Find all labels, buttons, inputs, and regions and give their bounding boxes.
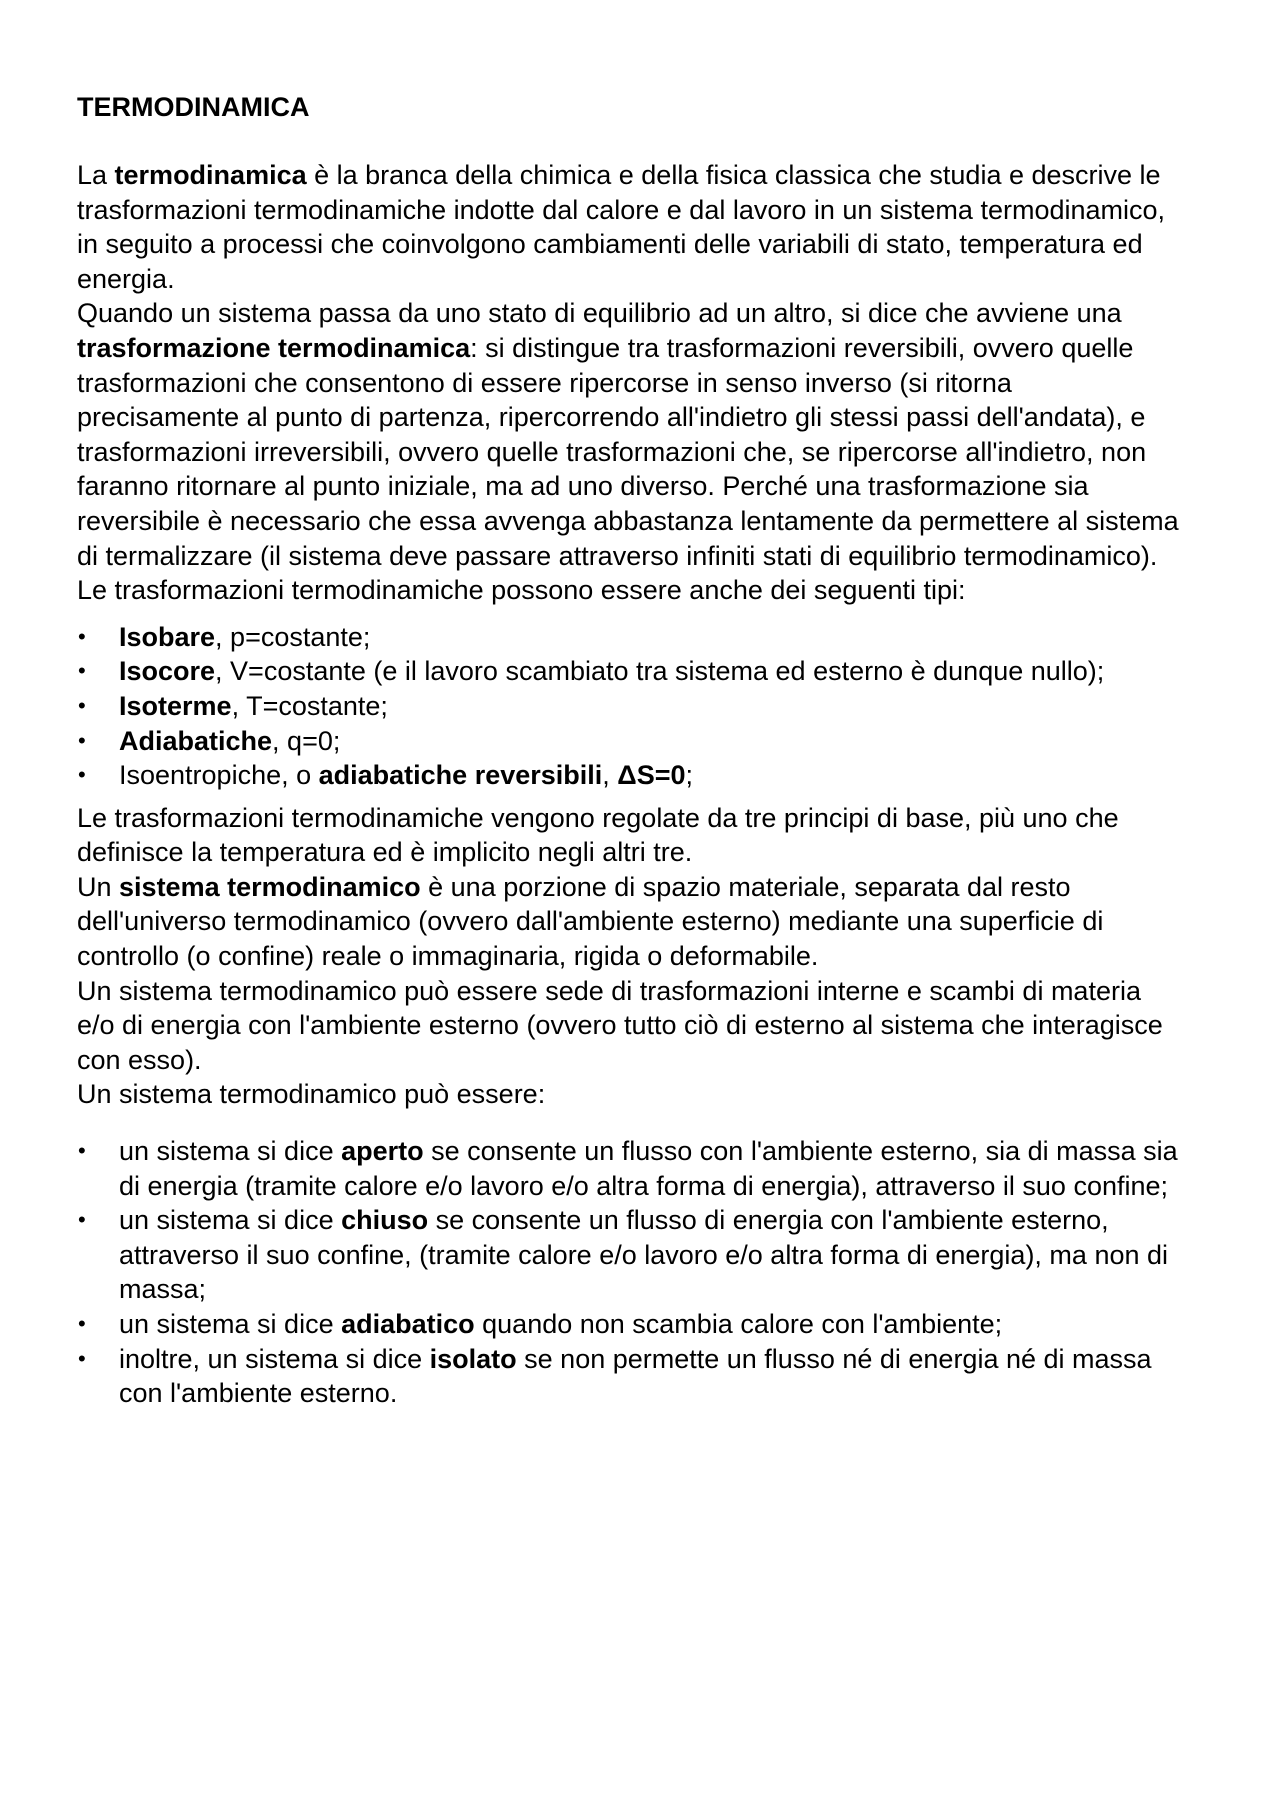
list-item — [119, 1203, 1180, 1307]
text-run: inoltre, un sistema si dice — [119, 1343, 430, 1374]
bold-term: ΔS=0 — [617, 760, 686, 791]
bold-term: Isocore — [119, 656, 216, 687]
bold-term: trasformazione termodinamica — [77, 332, 471, 363]
text-run: , V=costante (e il lavoro scambiato tra sistema ed esterno è dunque nullo); — [215, 656, 1105, 687]
list-item — [119, 758, 1180, 793]
bold-term: adiabatiche reversibili — [318, 760, 603, 791]
bold-term: Isobare — [119, 621, 216, 652]
text-run: un sistema si dice — [119, 1136, 342, 1167]
list-item — [119, 1134, 1180, 1203]
text-run: se non permette un flusso né di energia né di massa con l'ambiente esterno. — [119, 1343, 1152, 1409]
list-item — [119, 1307, 1180, 1342]
paragraph-system-definition — [77, 870, 1180, 974]
bold-term: sistema termodinamico — [119, 871, 421, 902]
text-run: quando non scambia calore con l'ambiente; — [474, 1309, 1003, 1339]
paragraph-system-types-intro: Un sistema termodinamico può essere: — [77, 1079, 546, 1110]
paragraph-system-exchanges: Un sistema termodinamico può essere sede di trasformazioni interne e scambi di materia e/o di energia con l'ambiente esterno (ovvero tutto ciò di esterno al sistema che interagisce con esso). — [77, 975, 1163, 1075]
bold-term: isolato — [429, 1343, 517, 1374]
system-types-list — [77, 1134, 1180, 1411]
text-run: , — [602, 760, 618, 791]
text-run: Un — [77, 871, 120, 902]
bold-term: adiabatico — [341, 1309, 475, 1339]
text-run: , T=costante; — [231, 690, 388, 721]
transformation-types-list — [77, 620, 1180, 793]
text-run: è una porzione di spazio materiale, separata dal resto dell'universo termodinamico (ovvero dall'ambiente esterno) mediante una superficie di controllo (o confine) reale o immaginaria, rigida o deformabile. — [77, 871, 1104, 972]
text-run: se consente un flusso di energia con l'ambiente esterno, attraverso il suo confine, (tramite calore e/o lavoro e/o altra forma di energia), ma non di massa; — [119, 1205, 1169, 1305]
text-run: un sistema si dice — [119, 1205, 342, 1236]
bold-term: Adiabatiche — [119, 725, 273, 756]
text-run: è la branca della chimica e della fisica classica che studia e descrive le trasformazioni termodinamiche indotte dal calore e dal lavoro in un sistema termodinamico, in seguito a processi che coinvolgono cambiamenti delle variabili di stato, temperatura ed energia. — [77, 160, 1166, 294]
intro-paragraph-1 — [77, 158, 1180, 296]
list-item — [119, 620, 1180, 655]
intro-paragraph-2 — [77, 296, 1180, 607]
page-title: TERMODINAMICA — [77, 92, 310, 122]
text-run: : si distingue tra trasformazioni reversibili, ovvero quelle trasformazioni che consentono di essere ripercorse in senso inverso (si ritorna precisamente al punto di partenza, ripercorrendo all'indietro gli stessi passi dell'andata), e trasformazioni irreversibili, ovvero quelle trasformazioni che, se ripercorse all'indietro, non faranno ritornare al punto iniziale, ma ad uno diverso. Perché una trasformazione sia reversibile è necessario che essa avvenga abbastanza lentamente da permettere al sistema di termalizzare (il sistema deve passare attraverso infiniti stati di equilibrio termodinamico). Le trasformazioni termodinamiche possono essere anche dei seguenti tipi: — [77, 332, 1179, 606]
paragraph-principles: Le trasformazioni termodinamiche vengono regolate da tre principi di base, più uno che definisce la temperatura ed è implicito negli altri tre. — [77, 802, 1119, 868]
bold-term: aperto — [341, 1136, 424, 1167]
list-item — [119, 1342, 1180, 1411]
text-run: Isoentropiche, o — [119, 760, 319, 791]
bold-term: chiuso — [341, 1205, 429, 1236]
list-item — [119, 654, 1180, 689]
text-run: ; — [685, 760, 694, 791]
bold-term: Isoterme — [119, 690, 232, 721]
text-run: un sistema si dice — [119, 1309, 342, 1339]
text-run: , p=costante; — [215, 621, 371, 652]
text-run: Quando un sistema passa da uno stato di equilibrio ad un altro, si dice che avviene una — [77, 298, 1122, 329]
list-item — [119, 724, 1180, 759]
text-run: La — [77, 160, 115, 190]
list-item — [119, 689, 1180, 724]
text-run: , q=0; — [272, 725, 341, 756]
bold-term: termodinamica — [114, 160, 307, 190]
text-run: se consente un flusso con l'ambiente esterno, sia di massa sia di energia (tramite calore e/o lavoro e/o altra forma di energia), attraverso il suo confine; — [119, 1136, 1178, 1201]
